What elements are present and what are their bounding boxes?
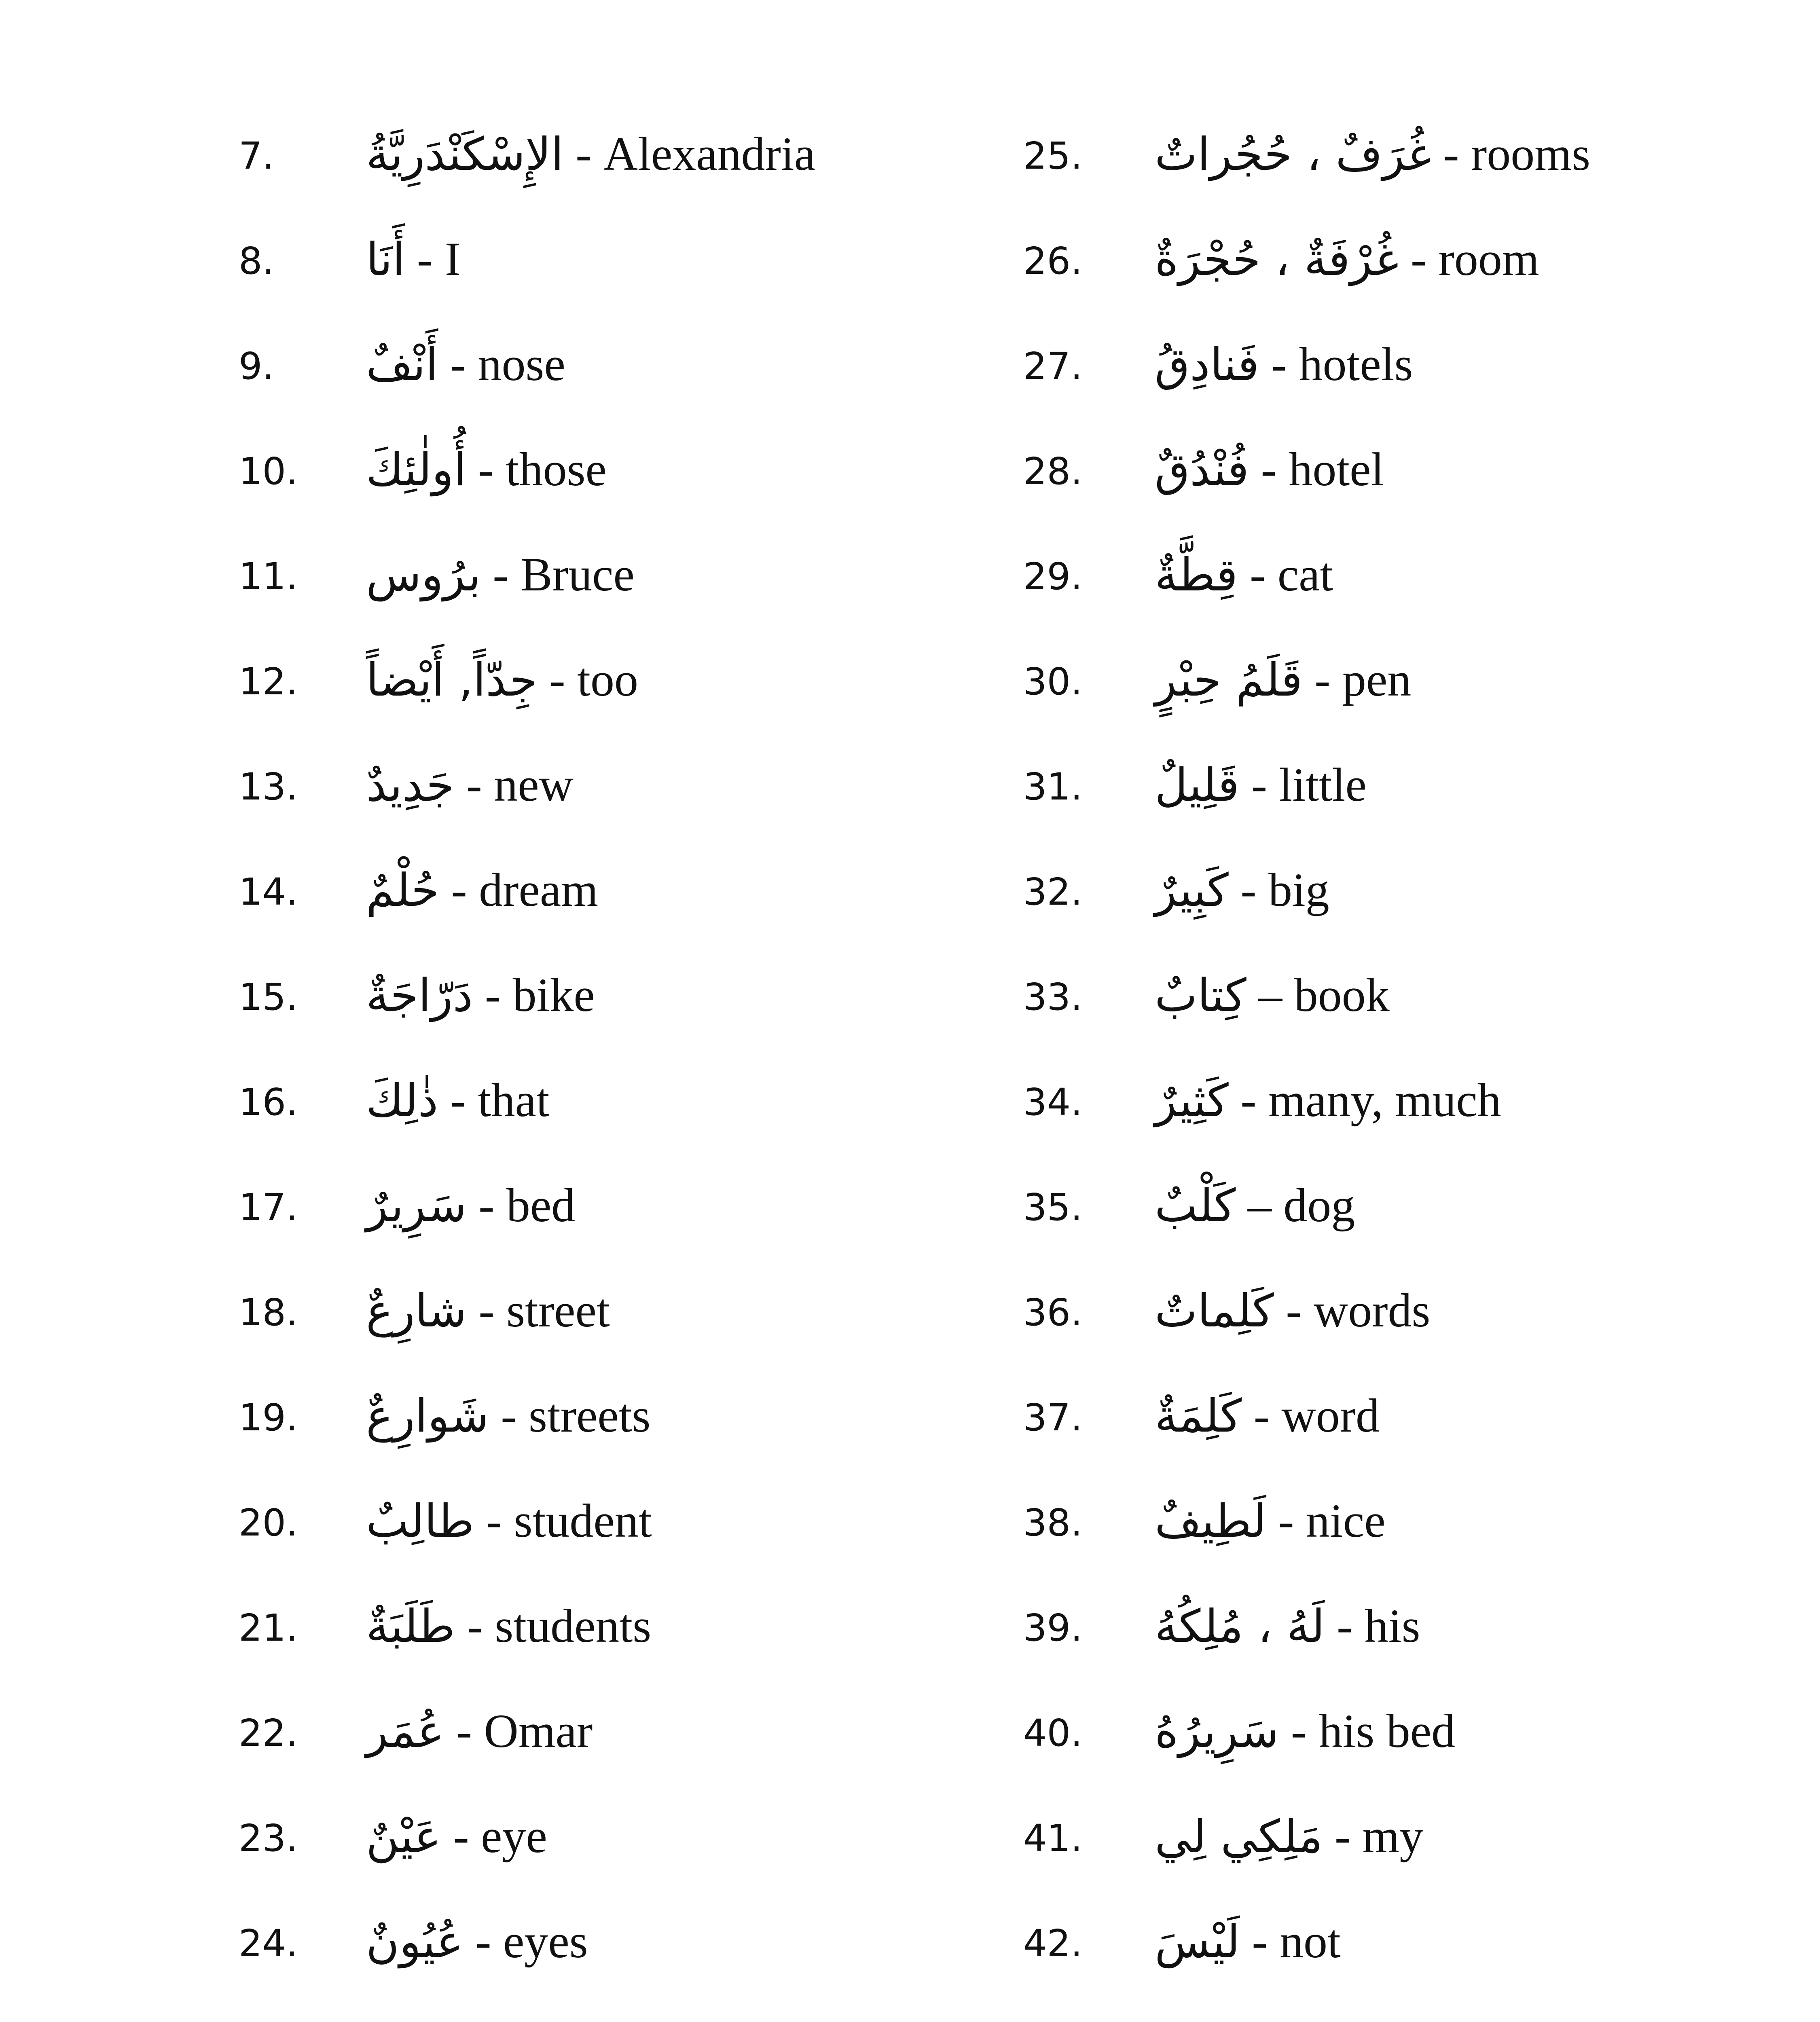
arabic-word: كَلِمَةٌ — [1155, 1390, 1242, 1442]
vocab-entry — [1023, 861, 1711, 967]
entry-number: 16. — [239, 1081, 298, 1124]
entry-term — [366, 1808, 547, 1864]
vocab-entry — [1023, 967, 1711, 1072]
arabic-word: حُلْمٌ — [366, 864, 439, 917]
entry-term — [1155, 546, 1333, 602]
english-gloss: - I — [405, 233, 461, 286]
entry-term — [1155, 651, 1411, 707]
entry-number: 39. — [1023, 1606, 1083, 1650]
arabic-word: شارِعٌ — [366, 1285, 467, 1337]
entry-number: 29. — [1023, 555, 1083, 598]
english-gloss: - students — [455, 1599, 652, 1652]
english-gloss: - many, much — [1228, 1074, 1501, 1127]
arabic-word: برُوس — [366, 549, 481, 601]
vocab-entry — [239, 125, 967, 231]
entry-term — [366, 546, 635, 602]
entry-term — [366, 861, 598, 918]
entry-term — [366, 125, 815, 182]
english-gloss: - his bed — [1279, 1705, 1456, 1758]
entry-number: 32. — [1023, 870, 1083, 914]
vocab-entry — [1023, 1492, 1711, 1597]
entry-term — [1155, 1177, 1355, 1233]
entry-number: 25. — [1023, 134, 1083, 178]
english-gloss: - big — [1228, 863, 1329, 916]
entry-number: 14. — [239, 870, 298, 914]
entry-number: 21. — [239, 1606, 298, 1650]
vocab-entry — [1023, 1808, 1711, 1913]
entry-term — [366, 1282, 610, 1338]
vocab-entry — [239, 441, 967, 546]
vocab-entry — [239, 1492, 967, 1597]
entry-number: 11. — [239, 555, 298, 598]
entry-number: 8. — [239, 239, 274, 283]
arabic-word: أُولٰئِكَ — [366, 444, 466, 496]
vocab-entry — [1023, 1177, 1711, 1282]
entry-number: 28. — [1023, 450, 1083, 493]
english-gloss: - bike — [473, 969, 595, 1022]
arabic-word: لَطِيفٌ — [1155, 1495, 1266, 1548]
arabic-word: فَنادِقُ — [1155, 338, 1259, 391]
arabic-word: كَثِيرٌ — [1155, 1074, 1229, 1127]
entry-number: 31. — [1023, 765, 1083, 808]
english-gloss: - his — [1325, 1599, 1420, 1652]
entry-term — [1155, 1492, 1386, 1548]
entry-term — [366, 441, 607, 497]
vocab-entry — [239, 1808, 967, 1913]
english-gloss: - little — [1239, 758, 1367, 811]
vocab-entry — [239, 1597, 967, 1703]
entry-term — [366, 1597, 651, 1654]
entry-number: 7. — [239, 134, 274, 178]
entry-term — [366, 1913, 588, 1969]
english-gloss: - new — [454, 758, 574, 811]
vocab-entry — [1023, 1072, 1711, 1177]
vocab-entry — [1023, 441, 1711, 546]
english-gloss: - eyes — [463, 1915, 588, 1968]
arabic-word: أَنَا — [366, 233, 405, 286]
arabic-word: قَلَمُ حِبْرٍ — [1155, 654, 1303, 706]
arabic-word: مَلِكِي لِي — [1155, 1810, 1323, 1863]
arabic-word: فُنْدُقٌ — [1155, 444, 1249, 496]
entry-term — [366, 1177, 575, 1233]
english-gloss: - Omar — [444, 1705, 593, 1758]
english-gloss: - pen — [1302, 653, 1412, 706]
english-gloss: - cat — [1238, 548, 1333, 601]
vocab-entry — [1023, 1282, 1711, 1387]
vocabulary-column-right — [1023, 125, 1711, 2018]
entry-term — [366, 231, 461, 287]
english-gloss: - hotels — [1259, 338, 1413, 391]
vocab-entry — [239, 1703, 967, 1808]
entry-number: 41. — [1023, 1817, 1083, 1860]
english-gloss: - nice — [1266, 1494, 1386, 1547]
entry-number: 30. — [1023, 660, 1083, 703]
english-gloss: - rooms — [1431, 127, 1590, 180]
vocab-entry — [1023, 1387, 1711, 1492]
english-gloss: - eye — [441, 1810, 547, 1863]
vocab-entry — [239, 756, 967, 861]
vocab-entry — [239, 546, 967, 651]
arabic-word: لَيْسَ — [1155, 1916, 1240, 1968]
entry-term — [366, 756, 574, 812]
english-gloss: - that — [438, 1074, 550, 1127]
arabic-word: عَيْنٌ — [366, 1810, 441, 1863]
english-gloss: - not — [1240, 1915, 1341, 1968]
english-gloss: – book — [1246, 969, 1390, 1022]
arabic-word: سَرِيرُهُ — [1155, 1705, 1279, 1758]
arabic-word: سَرِيرٌ — [366, 1180, 467, 1232]
vocab-entry — [239, 967, 967, 1072]
vocab-entry — [1023, 756, 1711, 861]
entry-term — [366, 1492, 652, 1548]
entry-term — [1155, 1282, 1430, 1338]
english-gloss: - my — [1323, 1810, 1424, 1863]
entry-number: 22. — [239, 1711, 298, 1755]
vocab-entry — [239, 861, 967, 967]
entry-number: 27. — [1023, 345, 1083, 388]
entry-term — [1155, 1913, 1341, 1969]
arabic-word: عُمَر — [366, 1705, 444, 1758]
entry-number: 10. — [239, 450, 298, 493]
entry-number: 13. — [239, 765, 298, 808]
vocabulary-column-left — [239, 125, 967, 2018]
entry-number: 38. — [1023, 1501, 1083, 1544]
entry-number: 37. — [1023, 1396, 1083, 1439]
english-gloss: - bed — [466, 1179, 576, 1232]
entry-term — [1155, 861, 1329, 918]
entry-term — [366, 651, 638, 707]
vocab-entry — [239, 1072, 967, 1177]
arabic-word: كَبِيرٌ — [1155, 864, 1229, 917]
arabic-word: طالِبٌ — [366, 1495, 474, 1548]
entry-term — [366, 336, 565, 392]
arabic-word: لَهُ ، مُلِكُهُ — [1155, 1600, 1325, 1653]
entry-number: 15. — [239, 975, 298, 1019]
english-gloss: - student — [474, 1494, 652, 1547]
entry-term — [366, 967, 595, 1023]
arabic-word: جَدِيدٌ — [366, 759, 454, 812]
english-gloss: - word — [1242, 1389, 1380, 1442]
entry-number: 12. — [239, 660, 298, 703]
arabic-word: جِدّاً, أَيْضاً — [366, 654, 538, 706]
entry-number: 19. — [239, 1396, 298, 1439]
english-gloss: – dog — [1236, 1179, 1355, 1232]
english-gloss: - nose — [438, 338, 565, 391]
entry-term — [1155, 756, 1367, 812]
entry-term — [366, 1703, 593, 1759]
vocab-entry — [1023, 125, 1711, 231]
entry-term — [1155, 1072, 1501, 1128]
arabic-word: عُيُونٌ — [366, 1916, 463, 1968]
entry-term — [366, 1387, 650, 1443]
vocab-entry — [1023, 231, 1711, 336]
arabic-word: شَوارِعٌ — [366, 1390, 489, 1442]
entry-term — [1155, 336, 1413, 392]
entry-number: 34. — [1023, 1081, 1083, 1124]
english-gloss: - streets — [489, 1389, 651, 1442]
entry-term — [1155, 1597, 1420, 1654]
arabic-word: أَنْفٌ — [366, 338, 438, 391]
english-gloss: - too — [537, 653, 638, 706]
vocab-entry — [239, 1177, 967, 1282]
entry-number: 42. — [1023, 1922, 1083, 1965]
english-gloss: - room — [1399, 233, 1539, 286]
arabic-word: غُرَفٌ ، حُجُراتٌ — [1155, 128, 1431, 181]
english-gloss: - dream — [439, 863, 598, 916]
arabic-word: كَلْبٌ — [1155, 1180, 1236, 1232]
entry-term — [1155, 1808, 1423, 1864]
entry-term — [1155, 967, 1390, 1023]
entry-term — [1155, 1703, 1455, 1759]
entry-term — [1155, 1387, 1380, 1443]
entry-term — [1155, 441, 1384, 497]
entry-number: 17. — [239, 1186, 298, 1229]
entry-term — [1155, 125, 1590, 182]
arabic-word: طَلَبَةٌ — [366, 1600, 455, 1653]
vocab-entry — [1023, 546, 1711, 651]
entry-term — [366, 1072, 550, 1128]
entry-number: 9. — [239, 345, 274, 388]
arabic-word: ذٰلِكَ — [366, 1074, 438, 1127]
vocab-entry — [239, 336, 967, 441]
english-gloss: - Bruce — [480, 548, 635, 601]
arabic-word: غُرْفَةٌ ، حُجْرَةٌ — [1155, 233, 1399, 286]
english-gloss: - those — [466, 443, 607, 496]
arabic-word: كَلِماتٌ — [1155, 1285, 1274, 1337]
english-gloss: - words — [1274, 1284, 1431, 1337]
vocab-entry — [239, 231, 967, 336]
entry-number: 26. — [1023, 239, 1083, 283]
entry-number: 33. — [1023, 975, 1083, 1019]
vocab-entry — [1023, 1703, 1711, 1808]
entry-number: 20. — [239, 1501, 298, 1544]
arabic-word: قِطَّةٌ — [1155, 549, 1238, 601]
arabic-word: كِتابٌ — [1155, 969, 1246, 1022]
arabic-word: دَرّاجَةٌ — [366, 969, 473, 1022]
vocab-entry — [1023, 1597, 1711, 1703]
entry-number: 18. — [239, 1291, 298, 1334]
arabic-word: الإِسْكَنْدَرِيَّةُ — [366, 128, 564, 181]
entry-number: 36. — [1023, 1291, 1083, 1334]
entry-number: 24. — [239, 1922, 298, 1965]
vocab-entry — [1023, 336, 1711, 441]
entry-number: 23. — [239, 1817, 298, 1860]
english-gloss: - hotel — [1249, 443, 1384, 496]
entry-number: 40. — [1023, 1711, 1083, 1755]
vocab-entry — [239, 1913, 967, 2018]
english-gloss: - street — [466, 1284, 610, 1337]
english-gloss: - Alexandria — [563, 127, 816, 180]
arabic-word: قَلِيلٌ — [1155, 759, 1240, 812]
vocab-entry — [239, 1282, 967, 1387]
vocab-entry — [1023, 1913, 1711, 2018]
entry-term — [1155, 231, 1539, 287]
entry-number: 35. — [1023, 1186, 1083, 1229]
vocab-entry — [239, 1387, 967, 1492]
vocab-entry — [239, 651, 967, 756]
vocab-entry — [1023, 651, 1711, 756]
